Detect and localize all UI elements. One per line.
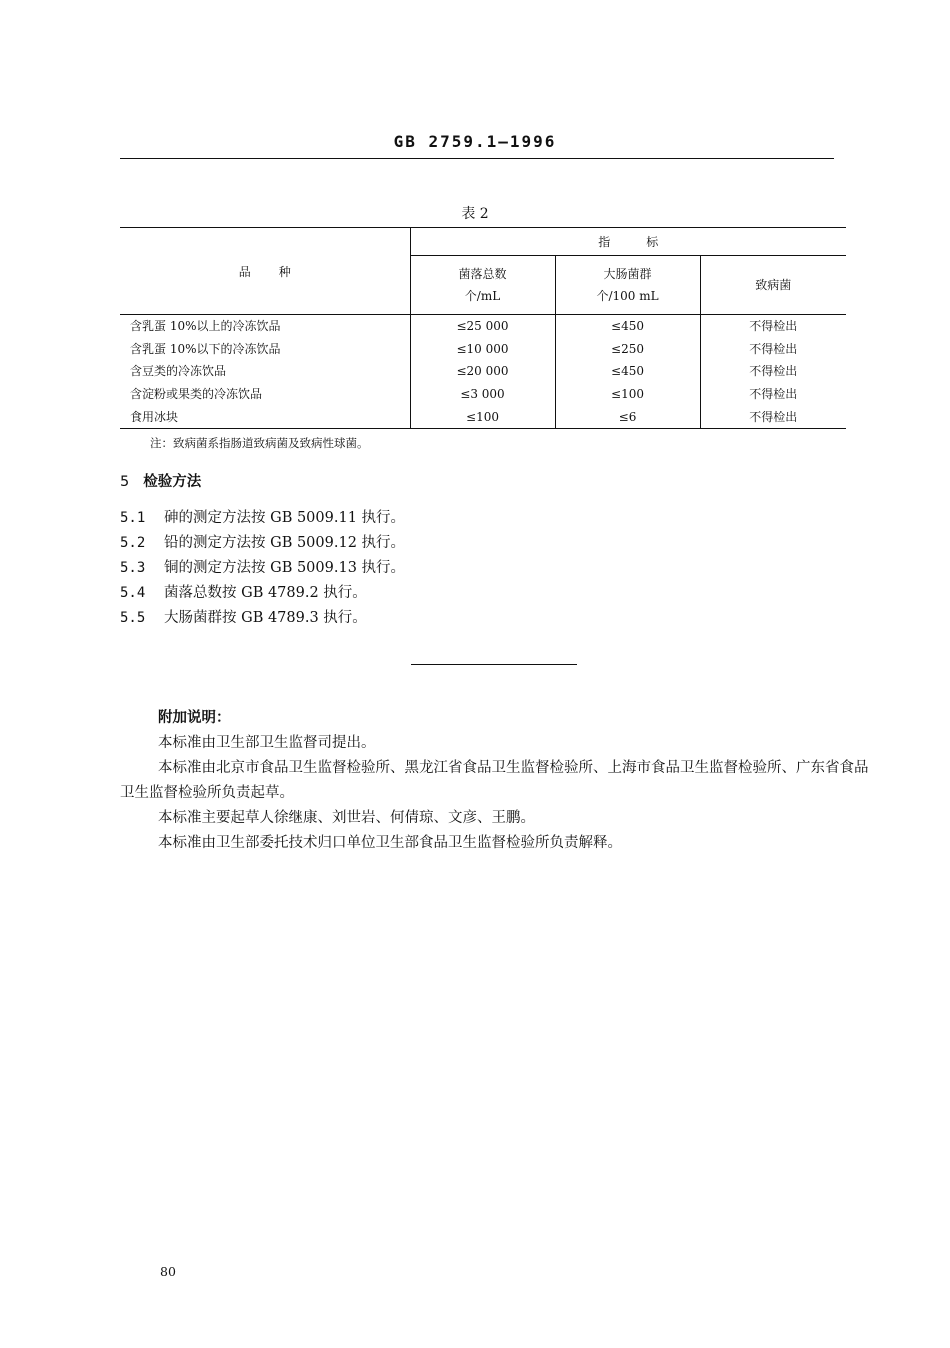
list-item [120,531,405,556]
product-name-cell: 含乳蛋 10%以上的冷冻饮品 [130,319,281,334]
column-header-pathogen: 致病菌 [700,256,846,315]
clause-text: 菌落总数按 GB 4789.2 执行。 [164,585,367,601]
coliform-cell: ≤100 [555,383,700,406]
pathogen-cell: 不得检出 [700,360,846,383]
pathogen-cell: 不得检出 [700,315,846,338]
column-header-index-group: 指标 [410,228,846,256]
pathogen-cell: 不得检出 [700,338,846,361]
column-header-coliform [555,256,700,315]
list-item [120,581,405,606]
total-count-cell: ≤25 000 [410,315,555,338]
limits-table-wrapper [120,227,846,429]
total-count-cell: ≤3 000 [410,383,555,406]
appendix-paragraph: 本标准由卫生部委托技术归口单位卫生部食品卫生监督检验所负责解释。 [158,835,622,851]
coliform-cell: ≤6 [555,405,700,428]
table-row [120,338,846,361]
section-title: 检验方法 [143,474,202,490]
column-header-product: 品种 [120,228,410,315]
total-count-cell: ≤100 [410,405,555,428]
coliform-cell: ≤250 [555,338,700,361]
end-of-standard-rule [411,664,577,665]
table-title: 表 2 [461,206,489,222]
coliform-unit: 个/100 mL [596,289,659,303]
header-rule [120,158,834,159]
section-heading [120,470,201,491]
page-number: 80 [160,1264,176,1279]
appendix-paragraph: 本标准由卫生部卫生监督司提出。 [158,735,376,751]
coliform-cell: ≤450 [555,315,700,338]
list-item [120,606,405,631]
table-row [120,383,846,406]
clause-text: 铜的测定方法按 GB 5009.13 执行。 [164,560,406,576]
total-count-cell: ≤10 000 [410,338,555,361]
total-count-cell: ≤20 000 [410,360,555,383]
product-name-cell: 含乳蛋 10%以下的冷冻饮品 [130,341,281,356]
appendix-body [120,731,870,856]
coliform-cell: ≤450 [555,360,700,383]
appendix-paragraph: 本标准主要起草人徐继康、刘世岩、何倩琼、文彦、王鹏。 [158,810,535,826]
table-row [120,360,846,383]
clause-text: 大肠菌群按 GB 4789.3 执行。 [164,610,367,626]
pathogen-cell: 不得检出 [700,383,846,406]
clause-number: 5.2 [120,535,146,551]
list-item [120,506,405,531]
table-row [120,315,846,338]
clause-text: 砷的测定方法按 GB 5009.11 执行。 [164,510,406,526]
coliform-label: 大肠菌群 [603,267,652,281]
product-name-cell: 含淀粉或果类的冷冻饮品 [130,387,263,402]
clause-number: 5.1 [120,510,146,526]
appendix-title: 附加说明： [158,709,231,726]
section-number: 5 [120,474,130,490]
method-list [120,506,405,631]
clause-number: 5.3 [120,560,146,576]
total-count-label: 菌落总数 [458,267,507,281]
clause-text: 铅的测定方法按 GB 5009.12 执行。 [164,535,406,551]
pathogen-cell: 不得检出 [700,405,846,428]
appendix-paragraph: 本标准由北京市食品卫生监督检验所、黑龙江省食品卫生监督检验所、上海市食品卫生监督检验所、广东省食品卫生监督检验所负责起草。 [120,760,869,801]
microbial-limits-table [120,227,846,429]
total-count-unit: 个/mL [464,289,501,303]
clause-number: 5.5 [120,610,146,626]
list-item [120,556,405,581]
product-name-cell: 食用冰块 [120,405,410,428]
table-note: 注：致病菌系指肠道致病菌及致病性球菌。 [150,436,369,450]
product-name-cell: 含豆类的冷冻饮品 [130,364,227,379]
clause-number: 5.4 [120,585,146,601]
column-header-total-count [410,256,555,315]
standard-number-header: GB 2759.1—1996 [393,132,557,151]
table-row [120,405,846,428]
